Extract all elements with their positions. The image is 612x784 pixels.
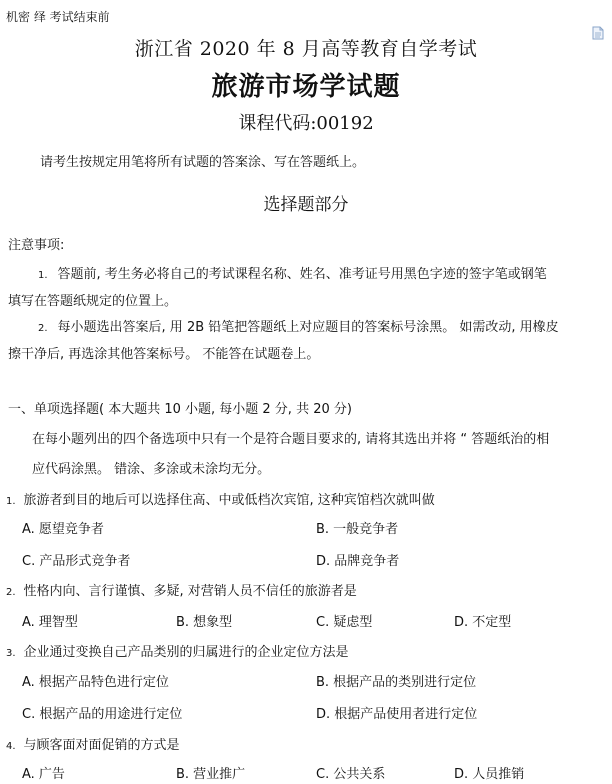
question-3-option-c: C. 根据产品的用途进行定位 (22, 707, 183, 722)
question-4 (6, 734, 180, 753)
question-1-text: 旅游者到目的地后可以选择住高、中或低档次宾馆, 这种宾馆档次就叫做 (23, 493, 435, 508)
question-4-text: 与顾客面对面促销的方式是 (23, 738, 180, 753)
question-2-option-d: D. 不定型 (454, 615, 512, 630)
confidential-mark: 机密 绎 考试结束前 (6, 10, 110, 24)
notice-item-1-line-1 (38, 263, 547, 282)
section-heading: 选择题部分 (263, 195, 349, 215)
part-one-desc-line-1: 在每小题列出的四个备选项中只有一个是符合题目要求的, 请将其选出并将 “ 答题纸治的相 (32, 432, 550, 447)
question-2-option-b: B. 想象型 (176, 615, 233, 630)
question-3-option-d: D. 根据产品使用者进行定位 (316, 707, 478, 722)
notice-item-2-line-1 (38, 316, 559, 335)
question-1-option-a: A. 愿望竞争者 (22, 522, 104, 537)
question-3 (6, 641, 349, 660)
question-1-option-d: D. 品牌竞争者 (316, 554, 400, 569)
notice-item-2-number: 2. (38, 323, 48, 334)
notice-item-2-text: 每小题选出答案后, 用 2B 铅笔把答题纸上对应题目的答案标号涂黑。 如需改动, 用橡皮 (57, 320, 559, 335)
question-4-option-d: D. 人员推销 (454, 767, 525, 782)
notice-item-2-line-2: 擦干净后, 再选涂其他答案标号。 不能答在试题卷上。 (8, 347, 320, 362)
question-2-option-c: C. 疑虑型 (316, 615, 373, 630)
page-title: 旅游市场学试题 (211, 72, 401, 102)
question-3-option-b: B. 根据产品的类别进行定位 (316, 675, 477, 690)
question-3-option-a: A. 根据产品特色进行定位 (22, 675, 169, 690)
question-3-text: 企业通过变换自己产品类别的归属进行的企业定位方法是 (23, 645, 349, 660)
notice-item-1-number: 1. (38, 270, 48, 281)
notice-item-1-line-2: 填写在答题纸规定的位置上。 (8, 294, 178, 309)
exam-title: 浙江省 2020 年 8 月高等教育自学考试 (134, 38, 478, 60)
question-1-option-b: B. 一般竞争者 (316, 522, 399, 537)
question-4-option-b: B. 营业推广 (176, 767, 246, 782)
question-4-option-c: C. 公共关系 (316, 767, 386, 782)
notice-item-1-text: 答题前, 考生务必将自己的考试课程名称、姓名、准考证号用黑色字迹的签字笔或钢笔 (57, 267, 547, 282)
question-2-text: 性格内向、言行谨慎、多疑, 对营销人员不信任的旅游者是 (23, 584, 357, 599)
part-one-heading: 一、单项选择题( 本大题共 10 小题, 每小题 2 分, 共 20 分) (8, 402, 352, 417)
general-instruction: 请考生按规定用笔将所有试题的答案涂、写在答题纸上。 (40, 155, 366, 170)
question-2-option-a: A. 理智型 (22, 615, 78, 630)
question-2-number: 2. (6, 587, 16, 598)
notice-label: 注意事项: (8, 238, 65, 253)
question-4-number: 4. (6, 741, 16, 752)
question-4-option-a: A. 广告 (22, 767, 65, 782)
question-3-number: 3. (6, 648, 16, 659)
part-one-desc-line-2: 应代码涂黑。 错涂、多涂或未涂均无分。 (32, 462, 271, 477)
course-code: 课程代码:00192 (238, 113, 374, 134)
question-1 (6, 489, 435, 508)
question-1-option-c: C. 产品形式竞争者 (22, 554, 131, 569)
question-1-number: 1. (6, 496, 16, 507)
question-2 (6, 580, 357, 599)
